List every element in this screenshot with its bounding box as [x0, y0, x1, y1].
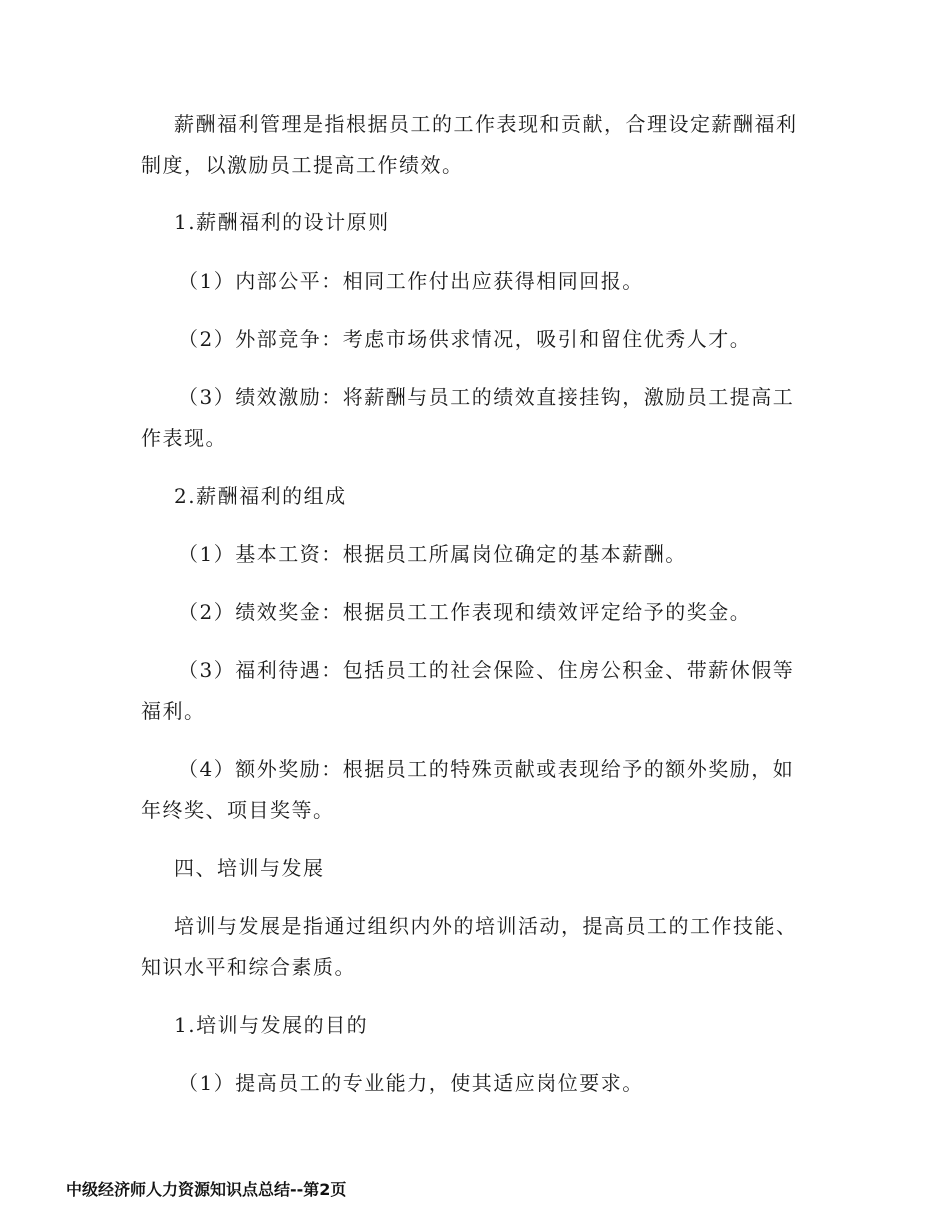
list-item: （2）外部竞争：考虑市场供求情况，吸引和留住优秀人才。: [178, 327, 752, 351]
section-heading: 1.培训与发展的目的: [174, 1013, 369, 1037]
paragraph-line: 制度，以激励员工提高工作绩效。: [141, 153, 464, 177]
chapter-heading: 四、培训与发展: [174, 856, 325, 880]
section-heading: 2.薪酬福利的组成: [174, 484, 347, 508]
list-item: （3）福利待遇：包括员工的社会保险、住房公积金、带薪休假等: [178, 658, 795, 682]
list-item: （1）基本工资：根据员工所属岗位确定的基本薪酬。: [178, 542, 687, 566]
list-item: （4）额外奖励：根据员工的特殊贡献或表现给予的额外奖励，如: [178, 757, 795, 781]
page-footer: 中级经济师人力资源知识点总结--第2页: [66, 1180, 347, 1199]
list-item: （1）提高员工的专业能力，使其适应岗位要求。: [178, 1071, 644, 1095]
paragraph-line: 薪酬福利管理是指根据员工的工作表现和贡献，合理设定薪酬福利: [174, 112, 798, 136]
paragraph-line: 知识水平和综合素质。: [141, 955, 356, 979]
list-item: （3）绩效激励：将薪酬与员工的绩效直接挂钩，激励员工提高工: [178, 385, 795, 409]
paragraph-line: 培训与发展是指通过组织内外的培训活动，提高员工的工作技能、: [174, 914, 798, 938]
list-item-continuation: 作表现。: [141, 426, 227, 450]
list-item-continuation: 年终奖、项目奖等。: [141, 798, 335, 822]
section-heading: 1.薪酬福利的设计原则: [174, 210, 390, 234]
list-item: （2）绩效奖金：根据员工工作表现和绩效评定给予的奖金。: [178, 600, 752, 624]
list-item: （1）内部公平：相同工作付出应获得相同回报。: [178, 269, 644, 293]
list-item-continuation: 福利。: [141, 699, 206, 723]
